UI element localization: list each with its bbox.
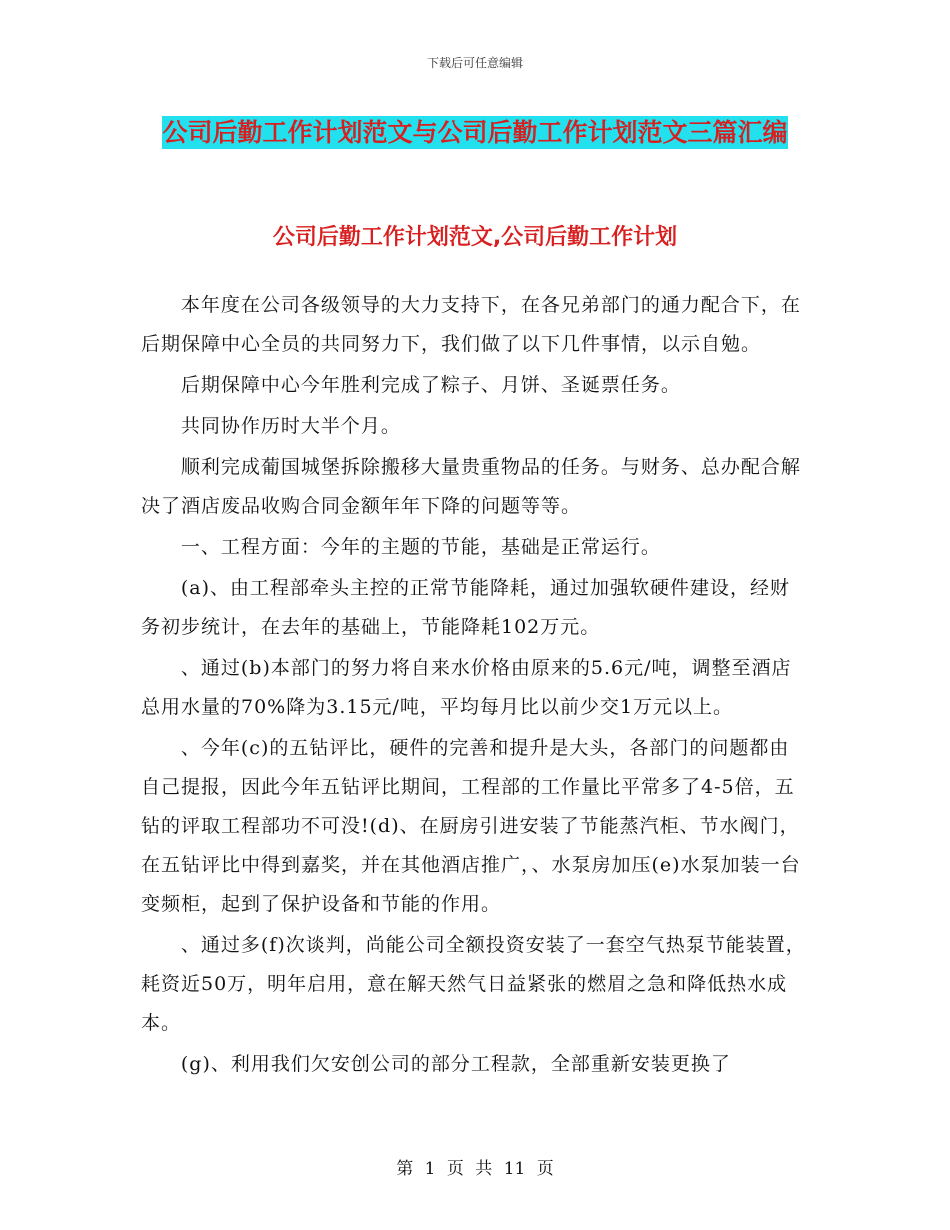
paragraph: 本年度在公司各级领导的大力支持下，在各兄弟部门的通力配合下，在后期保障中心全员的共同努力下，我们做了以下几件事情，以示自勉。 [141, 294, 801, 355]
paragraph: 后期保障中心今年胜利完成了粽子、月饼、圣诞票任务。 [180, 374, 681, 396]
paragraph: 、今年(c)的五钻评比，硬件的完善和提升是大头，各部门的问题都由自己提报，因此今年五钻评比期间，工程部的工作量比平常多了4-5倍，五钻的评取工程部功不可没!(d)、在厨房引进安装了节能蒸汽柜、节水阀门，在五钻评比中得到嘉奖，并在其他酒店推广，、水泵房加压(e)水泵加装一台变频柜，起到了保护设备和节能的作用。 [141, 737, 801, 915]
paragraph: 一、工程方面：今年的主题的节能，基础是正常运行。 [180, 536, 661, 558]
paragraph: (g)、利用我们欠安创公司的部分工程款，全部重新安装更换了 [180, 1053, 731, 1075]
paragraph: (a)、由工程部牵头主控的正常节能降耗，通过加强软硬件建设，经财务初步统计，在去年的基础上，节能降耗102万元。 [141, 577, 791, 638]
document-body [141, 286, 809, 1086]
document-title-text: 公司后勤工作计划范文与公司后勤工作计划范文三篇汇编 [162, 118, 788, 147]
document-title [140, 108, 810, 158]
page-footer: 第 1 页 共 11 页 [396, 1159, 554, 1179]
header-note: 下载后可任意编辑 [426, 56, 523, 70]
paragraph: 共同协作历时大半个月。 [180, 415, 401, 437]
paragraph: 、通过多(f)次谈判，尚能公司全额投资安装了一套空气热泵节能装置，耗资近50万，明年启用，意在解天然气日益紧张的燃眉之急和降低热水成本。 [141, 934, 806, 1034]
paragraph: 、通过(b)本部门的努力将自来水价格由原来的5.6元/吨，调整至酒店总用水量的70%降为3.15元/吨，平均每月比以前少交1万元以上。 [141, 657, 792, 718]
paragraph: 顺利完成葡国城堡拆除搬移大量贵重物品的任务。与财务、总办配合解决了酒店废品收购合同金额年年下降的问题等等。 [141, 456, 801, 517]
section-subtitle: 公司后勤工作计划范文,公司后勤工作计划 [272, 225, 678, 250]
